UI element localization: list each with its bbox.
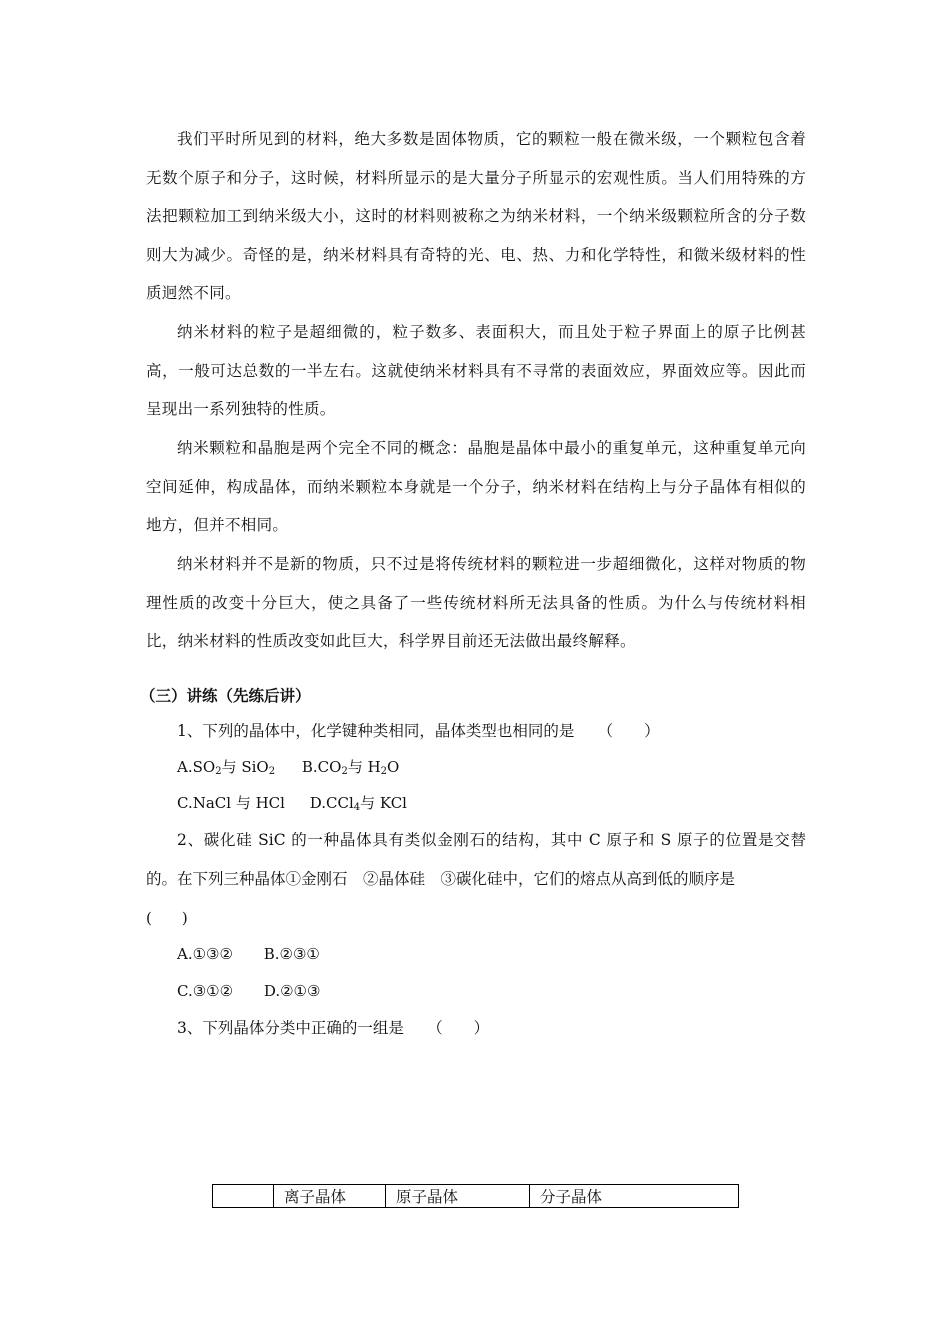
section-heading: （三）讲练（先练后讲）: [140, 687, 311, 705]
question-1-options-cd: [177, 792, 407, 813]
question-2-options-ab: [177, 945, 320, 963]
paragraph-1: 我们平时所见到的材料，绝大多数是固体物质，它的颗粒一般在微米级，一个颗粒包含着无数个原子和分子，这时候，材料所显示的是大量分子所显示的宏观性质。当人们用特殊的方法把颗粒加工到纳米级大小，这时的材料则被称之为纳米材料，一个纳米级颗粒所含的分子数则大为减少。奇怪的是，纳米材料具有奇特的光、电、热、力和化学特性，和微米级材料的性质迥然不同。: [146, 130, 806, 302]
option-a: A.①③②: [177, 945, 233, 963]
question-3-stem: 3、下列晶体分类中正确的一组是 （ ）: [177, 1019, 490, 1037]
option-d: D.CCl$_4$与 KCl: [309, 794, 407, 813]
table-header-row: [213, 1185, 739, 1208]
paragraph-4: 纳米材料并不是新的物质，只不过是将传统材料的颗粒进一步超细微化，这样对物质的物理性质的改变十分巨大，使之具备了一些传统材料所无法具备的性质。为什么与传统材料相比，纳米材料的性质改变如此巨大，科学界目前还无法做出最终解释。: [146, 555, 806, 650]
question-1-options-ab: [177, 756, 399, 777]
question-2-paren: ( ): [146, 909, 188, 927]
table-header-cell: 原子晶体: [386, 1185, 530, 1208]
option-b: B.②③①: [263, 945, 320, 963]
option-d: D.②①③: [263, 982, 321, 1000]
table-header-cell: 离子晶体: [274, 1185, 386, 1208]
crystal-classification-table: [212, 1184, 739, 1208]
option-c: C.NaCl 与 HCl: [177, 794, 285, 812]
table-header-cell: [213, 1185, 274, 1208]
paragraph-3: 纳米颗粒和晶胞是两个完全不同的概念：晶胞是晶体中最小的重复单元，这种重复单元向空间延伸，构成晶体，而纳米颗粒本身就是一个分子，纳米材料在结构上与分子晶体有相似的地方，但并不相同。: [146, 439, 806, 534]
question-1-stem: 1、下列的晶体中，化学键种类相同，晶体类型也相同的是 （ ）: [177, 722, 660, 740]
paragraph-2: 纳米材料的粒子是超细微的，粒子数多、表面积大，而且处于粒子界面上的原子比例甚高，一般可达总数的一半左右。这就使纳米材料具有不寻常的表面效应，界面效应等。因此而呈现出一系列独特的性质。: [146, 323, 806, 418]
question-2-stem: 2、碳化硅 SiC 的一种晶体具有类似金刚石的结构，其中 C 原子和 S 原子的位置是交替的。在下列三种晶体①金刚石 ②晶体硅 ③碳化硅中，它们的熔点从高到低的顺序是: [146, 831, 806, 888]
option-b: $B.CO_2$与 $H_2O$: [301, 758, 400, 777]
table-header-cell: 分子晶体: [530, 1185, 739, 1208]
option-c: C.③①②: [177, 982, 234, 1000]
question-2-options-cd: [177, 982, 320, 1000]
option-a: $A.SO_2$与 SiO$_2$: [177, 758, 276, 777]
